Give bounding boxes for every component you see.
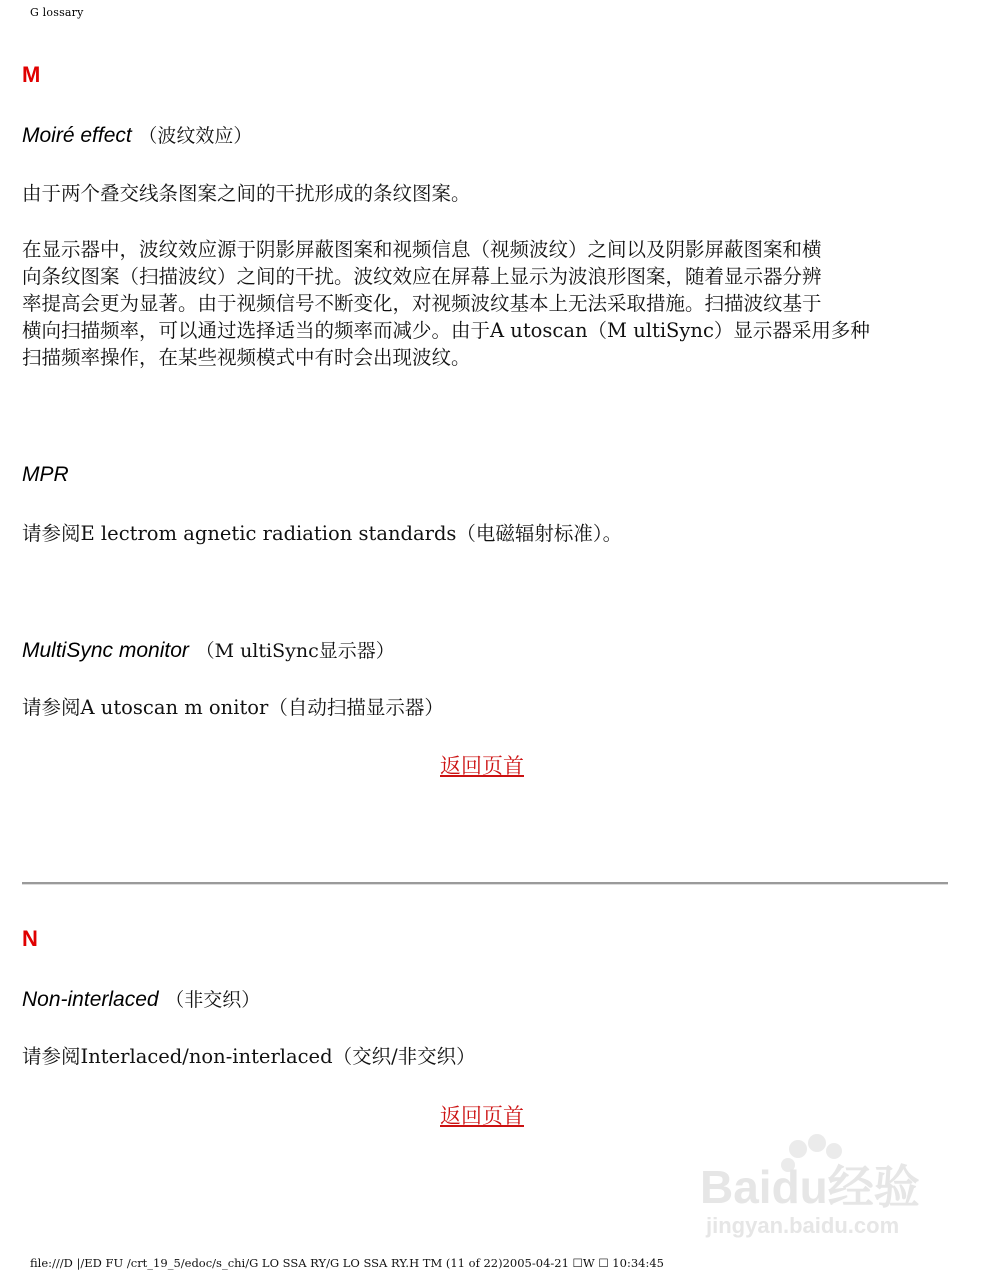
term-moire-effect (22, 121, 252, 148)
section-letter-n: N (22, 926, 38, 951)
term-chinese: （波纹效应） (138, 125, 253, 147)
definition-moire-long (22, 236, 952, 371)
back-to-top-link[interactable]: 返回页首 (440, 754, 524, 778)
term-multisync-monitor (22, 636, 395, 663)
term-english: Moiré effect (22, 124, 132, 147)
definition-line: 扫描频率操作，在某些视频模式中有时会出现波纹。 (22, 346, 471, 369)
document-title: G lossary (30, 6, 84, 19)
definition-line: 率提高会更为显著。由于视频信号不断变化，对视频波纹基本上无法采取措施。扫描波纹基于 (22, 292, 822, 315)
back-to-top-link[interactable]: 返回页首 (440, 1104, 524, 1128)
definition-multisync: 请参阅A utoscan m onitor（自动扫描显示器） (22, 696, 444, 719)
term-english: Non-interlaced (22, 988, 159, 1011)
watermark-brand: Baidu经验 (700, 1161, 920, 1213)
term-non-interlaced (22, 985, 260, 1012)
footer-file-path: file:///D |/ED FU /crt_19_5/edoc/s_chi/G LO SSA RY/G LO SSA RY.H TM (11 of 22)2005-04-21 ☐W ☐ 10:34:45 (30, 1256, 664, 1270)
term-mpr (22, 462, 69, 487)
term-english: MultiSync monitor (22, 639, 189, 662)
term-chinese: （非交织） (165, 989, 261, 1011)
definition-moire-short: 由于两个叠交线条图案之间的干扰形成的条纹图案。 (22, 182, 471, 205)
definition-line: 横向扫描频率，可以通过选择适当的频率而减少。由于A utoscan（M ultiSync）显示器采用多种 (22, 319, 870, 342)
term-english: MPR (22, 463, 69, 486)
section-divider (22, 882, 948, 885)
term-chinese: （M ultiSync显示器） (195, 640, 395, 662)
definition-non-interlaced: 请参阅Interlaced/non-interlaced（交织/非交织） (22, 1045, 476, 1068)
baidu-jingyan-watermark (700, 1125, 950, 1245)
definition-mpr: 请参阅E lectrom agnetic radiation standards（电磁辐射标准）。 (22, 522, 623, 545)
watermark-url: jingyan.baidu.com (706, 1213, 900, 1238)
definition-line: 向条纹图案（扫描波纹）之间的干扰。波纹效应在屏幕上显示为波浪形图案，随着显示器分辨 (22, 265, 822, 288)
section-letter-m: M (22, 62, 41, 87)
definition-line: 在显示器中，波纹效应源于阴影屏蔽图案和视频信息（视频波纹）之间以及阴影屏蔽图案和横 (22, 238, 822, 261)
